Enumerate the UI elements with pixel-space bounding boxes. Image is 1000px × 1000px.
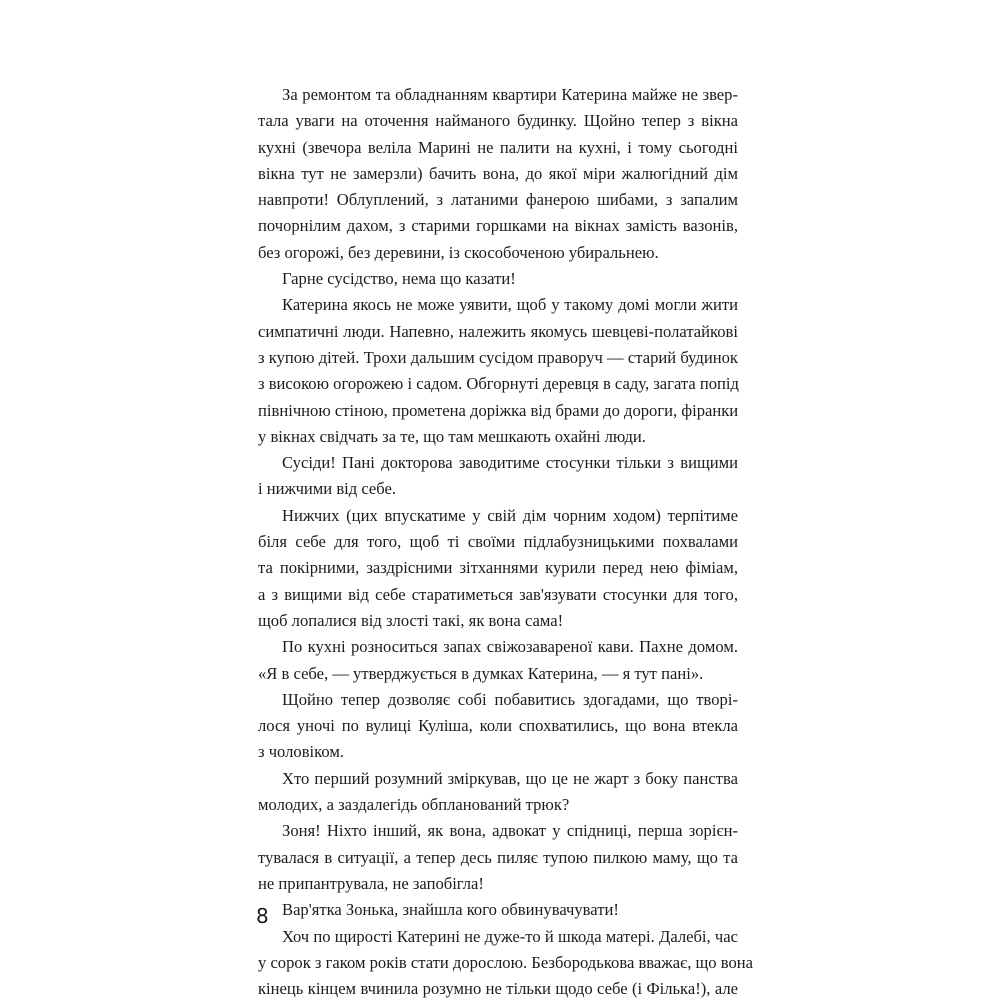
text-line: По кухні розноситься запах свіжозавареної кави. Пахне домом. <box>282 637 738 657</box>
text-line: з чоловіком. <box>258 742 344 762</box>
text-line: кінець кінцем вчинила розумно не тільки щодо себе (і Філька!), але <box>258 979 738 999</box>
text-line: і нижчими від себе. <box>258 479 397 499</box>
text-line: тала уваги на оточення найманого будинку. Щойно тепер з вікна <box>258 111 738 131</box>
text-line: Гарне сусідство, нема що казати! <box>282 269 516 289</box>
text-line: з купою дітей. Трохи дальшим сусідом праворуч — старий будинок <box>258 347 738 367</box>
text-line: почорнілим дахом, з старими горшками на вікнах замість вазонів, <box>258 216 738 236</box>
text-line: у вікнах свідчать за те, що там мешкають охайні люди. <box>258 426 646 446</box>
text-line: Вар'ятка Зонька, знайшла кого обвинувачувати! <box>282 900 619 920</box>
text-line: Щойно тепер дозволяє собі побавитись здогадами, що творі- <box>282 689 738 709</box>
text-line: лося уночі по вулиці Куліша, коли спохватились, що вона втекла <box>258 716 738 736</box>
text-line: Катерина якось не може уявити, щоб у такому домі могли жити <box>282 295 738 315</box>
text-line: та покірними, заздрісними зітханнями курили перед нею фіміам, <box>258 558 738 578</box>
text-line: тувалася в ситуації, а тепер десь пиляє тупою пилкою маму, що та <box>258 847 738 867</box>
text-line: не припантрувала, не запобігла! <box>258 873 484 893</box>
text-line: молодих, а заздалегідь обпланований трюк? <box>258 795 570 815</box>
text-line: північною стіною, прометена доріжка від брами до дороги, фіранки <box>258 400 739 420</box>
text-line: Хоч по щирості Катерині не дуже-то й шкода матері. Далебі, час <box>282 926 738 946</box>
text-line: кухні (звечора веліла Марині не палити на кухні, і тому сьогодні <box>258 137 738 157</box>
page-number: 8 <box>256 904 269 928</box>
text-line: вікна тут не замерзли) бачить вона, до якої міри жалюгідний дім <box>258 163 738 183</box>
text-line: навпроти! Облуплений, з латаними фанерою шибами, з запалим <box>258 190 738 210</box>
text-line: Сусіди! Пані докторова заводитиме стосунки тільки з вищими <box>282 453 738 473</box>
text-line: з високою огорожею і садом. Обгорнуті деревця в саду, загата попід <box>258 374 739 394</box>
text-line: симпатичні люди. Напевно, належить якомусь шевцеві-полатайкові <box>258 321 738 341</box>
text-line: без огорожі, без деревини, із скособоченою убиральнею. <box>258 242 659 262</box>
text-line: Нижчих (цих впускатиме у свій дім чорним ходом) терпітиме <box>282 505 738 525</box>
text-line: щоб лопалися від злості такі, як вона сама! <box>258 610 564 630</box>
text-line: Зоня! Ніхто інший, як вона, адвокат у спідниці, перша зорієн- <box>282 821 738 841</box>
text-line: у сорок з гаком років стати дорослою. Безбородькова вважає, що вона <box>258 952 754 972</box>
text-line: За ремонтом та обладнанням квартири Катерина майже не звер- <box>282 85 738 104</box>
body-text <box>258 82 754 1000</box>
text-line: біля себе для того, щоб ті своїми підлабузницькими похвалами <box>258 532 738 552</box>
text-line: Хто перший розумний зміркував, що це не жарт з боку панства <box>282 768 738 788</box>
text-line: «Я в себе, — утверджується в думках Катерина, — я тут пані». <box>258 663 704 683</box>
text-line: а з вищими від себе старатиметься зав'язувати стосунки для того, <box>258 584 738 604</box>
